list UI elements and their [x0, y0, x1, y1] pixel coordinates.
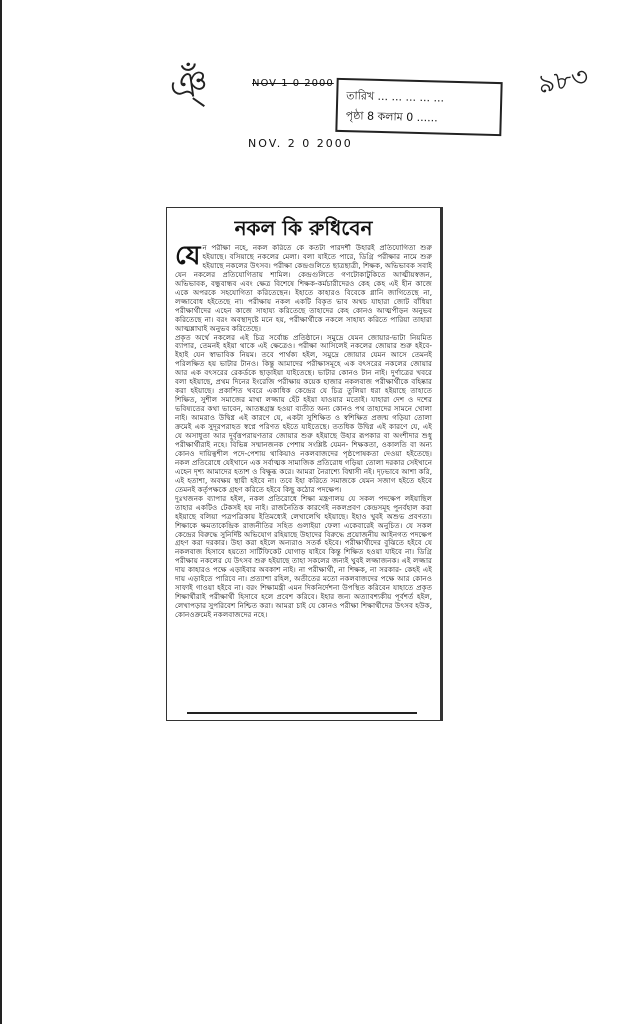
article-paragraph: দুঃখজনক ব্যাপার হইল, নকল প্রতিরোধে শিক্ষা মন্ত্রণালয় যে সকল পদক্ষেপ লইয়াছিল তাহার একটিও টেকসই হয় নাই। রাজনৈতিক কারণেই নকলপ্রবণ কেন্দ্রসমূহ পুনর্বহাল করা হইয়াছে বলিয়া পত্রপত্রিকায় ইতিমধ্যেই লেখালেখি হইয়াছে। ইহাও খুবই অশুভ প্রবণতা। শিক্ষাকে ক্ষমতাকেন্দ্রিক রাজনীতির সহিত গুলাইয়া ফেলা একেবারেই অনুচিত। যে সকল কেন্দ্রের বিরুদ্ধে সুনির্দিষ্ট অভিযোগ রহিয়াছে উহাদের বিরুদ্ধে প্রয়োজনীয় আইনগত পদক্ষেপ গ্রহণ করা দরকার। উহা করা হইলে অন্যরাও সতর্ক হইবে। পরীক্ষার্থীদের বুঝিতে হইবে যে নকলবাজ হিসাবে হয়তো সার্টিফিকেট যোগাড় যাইবে কিন্তু শিক্ষিত হওয়া যাইবে না। ডিগ্রি পরীক্ষায় নকলের যে উৎসব শুরু হইয়াছে তাহা সকলের জন্যই খুবই লজ্জাজনক। এই লজ্জার দায় কাহারও পক্ষে এড়াইবার অবকাশ নাই। না পরীক্ষার্থী, না শিক্ষক, না সরকার- কেহই এই দায় এড়াইতে পারিবে না। প্রত্যাশা রহিল, অতীতের মতো নকলবাজদের পক্ষে আর কোনও সাফাই গাওয়া হইবে না। বরং শিক্ষামন্ত্রী এমন দিকনির্দেশনা উপস্থিত করিবেন যাহাতে প্রকৃত শিক্ষার্থীরাই পরীক্ষার্থী হিসাবে হলে প্রবেশ করিবে। ইহার জন্য অত্যাবশ্যকীয় পূর্বশর্ত হইল, লেখাপড়ার সুপরিবেশ নিশ্চিত করা। আমরা চাই যে কোনও পরীক্ষা শিক্ষার্থীদের উৎসব হউক, কোনওক্রমেই নকলবাজদের নহে। — [175, 493, 432, 620]
handwritten-mark: ঞ্ঁ — [166, 62, 211, 109]
article-body — [175, 244, 432, 710]
crossed-date-stamp: NOV 1 0 2000 — [252, 78, 334, 89]
clipping-date: NOV. 2 0 2000 — [248, 137, 353, 150]
drop-cap: যে — [175, 244, 201, 271]
clipping-bottom-rule — [187, 708, 417, 714]
paragraph-text: ন পরীক্ষা নহে, নকল করিতে কে কতটা পারদর্শী উহারই প্রতিযোগিতা শুরু হইয়াছে। বসিয়াছে নকলের মেলা। বলা যাইতে পারে, ডিগ্রি পরীক্ষার নামে শুরু হইয়াছে নকলের উৎসব। পরীক্ষা কেন্দ্রগুলিতে ছাত্রছাত্রী, শিক্ষক, অভিভাবক সবাই যেন নকলের প্রতিযোগিতায় শামিল। কেন্দ্রগুলিতে গণটোকাটুকিতে আত্মীয়স্বজন, অভিভাবক, বন্ধুবান্ধব এবং ক্ষেত্র বিশেষে শিক্ষক-কর্মচারীদেরও কেহ কেহ এই হীন কাজে একে অপরকে সহযোগিতা করিতেছেন। ইহাতে কাহারও বিবেকে গ্লানি জাগিতেছে না, লজ্জাবোধ হইতেছে না। পরীক্ষায় নকল একটি বিকৃত ভাব অথচ যাহারা জোট বাঁধিয়া পরীক্ষার্থীদের এহেন কাজে সাহায্য করিতেছে তাহাদের কেহ কোনও আত্মপীড়ন অনুভব করিতেছে না। বরং অবস্থাদৃষ্টে মনে হয়, পরীক্ষার্থীকে নকলে সাহায্য করিতে পারিয়া তাহারা আত্মশ্লাঘাই অনুভব করিতেছে। — [175, 244, 432, 333]
newspaper-clipping — [166, 207, 443, 721]
article-paragraph — [175, 244, 432, 334]
article-paragraph: প্রকৃত অর্থে নকলের এই চিত্র সর্বোচ্চ প্রতিষ্ঠানে। সমুদ্রে যেমন জোয়ার-ভাটা নিয়মিত ব্যাপার, তেমনই হইয়া থাকে এই ক্ষেত্রেও। পরীক্ষা আসিলেই নকলের জোয়ার শুরু হইবে- ইহাই যেন স্বাভাবিক নিয়ম। তবে পার্থক্য হইল, সমুদ্রে জোয়ার যেমন আসে তেমনই পরিলক্ষিত হয় ভাটার টানও। কিন্তু আমাদের পরীক্ষাসমূহে এক বৎসরের নকলের জোয়ার আর এক বৎসরের রেকর্ডকে ছাড়াইয়া যাইতেছে। ভাটার কোনও টান নাই। দুর্ণাত্রের খবরে বলা হইয়াছে, প্রথম দিনের ইংরেজি পরীক্ষায় কয়েক হাজার নকলবাজ পরীক্ষার্থীকে বহিষ্কার করা হইয়াছে। প্রকাশিত খবরে একাধিক কেন্দ্রের যে চিত্র তুলিয়া ধরা হইয়াছে তাহাতে শিক্ষিত, সুশীল সমাজের মাথা লজ্জায় হেঁট হইয়া যাওয়ার মতোই। যাহারা দেশ ও দশের ভবিষ্যতের কথা ভাবেন, আতঙ্কগ্রস্ত হওয়া ব্যতীত অন্য কোনও পথ তাহাদের সামনে খোলা নাই। আমরাও উদ্বিগ্ন এই কারণে যে, একটা সুশিক্ষিত ও স্বশিক্ষিত প্রজন্ম গড়িয়া তোলা ক্রমেই এক সুদূরপরাহত স্বপ্নে পরিণত হইতে যাইতেছে। ততধিক উদ্বিগ্ন এই কারণে যে, এই যে অসাধুতা আর দুর্বৃত্তপরায়ণতার জোয়ার শুরু হইয়াছে উহার রূপকার বা অংশীদার শুধু পরীক্ষার্থীরাই নহে। বিভিন্ন সম্মানজনক পেশায় সংশ্লিষ্ট যেমন- শিক্ষকতা, ওকালতি বা অন্য কোনও দায়িত্বশীল পদে-পেশায় থাকিয়াও নকলবাজদের পৃষ্ঠপোষকতা দেওয়া হইতেছে। নকল প্রতিরোধে যেইখানে এক সর্বাত্মক সামাজিক প্রতিরোধ গড়িয়া তোলা দরকার সেইখানে এহেন দৃশ্য আমাদের হতাশ ও বিক্ষুব্ধ করে। আমরা নৈরাশ্যে বিশ্বাসী নই। দৃঢ়ভাবে আশা করি, এই হতাশা, অবক্ষয় স্থায়ী হইবে না। তবে ইহা করিতে সমাজকে যেমন সজাগ হইতে হইবে তেমনই কর্তৃপক্ষকে গ্রহণ করিতে হইবে কিছু কঠোর পদক্ষেপ। — [175, 332, 432, 494]
stamp-page-column-row: পৃষ্ঠা 8 কলাম 0 ...... — [345, 109, 438, 125]
handwritten-page-number: ৯৮৩ — [535, 61, 591, 101]
article-headline: নকল কি রুধিবেন — [234, 216, 373, 240]
archive-stamp-box — [335, 78, 502, 136]
stamp-date-row: তারিখ ... ... ... ... ... — [346, 89, 445, 105]
scan-left-edge — [0, 0, 2, 1024]
